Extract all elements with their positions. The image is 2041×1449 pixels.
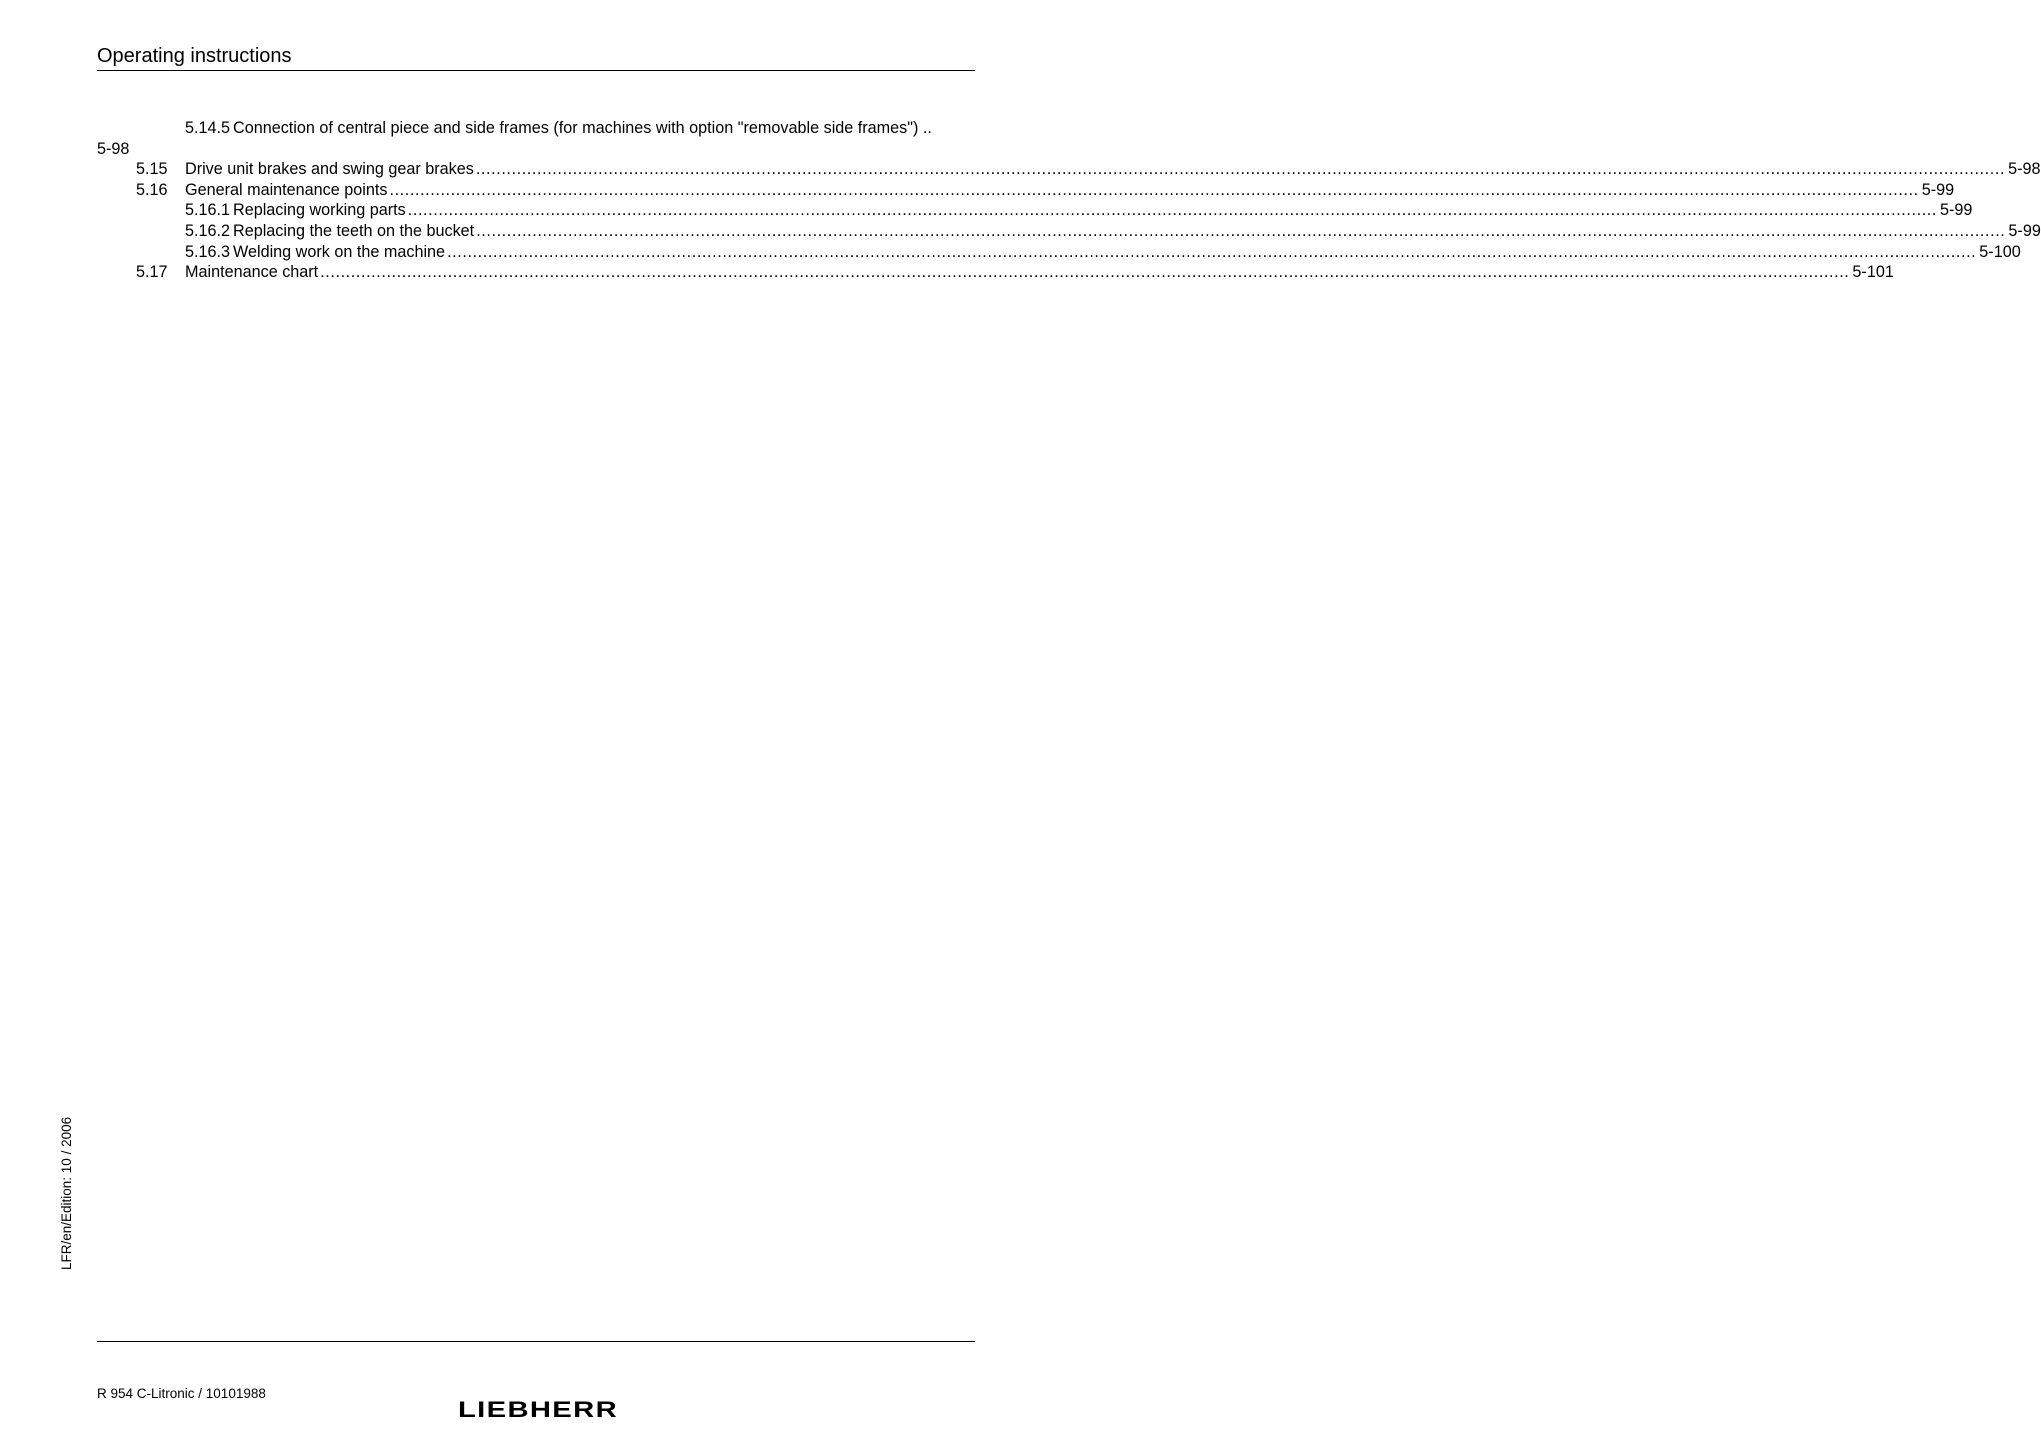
toc-entry-page: 5-98	[2008, 160, 2041, 179]
toc-entry-title: General maintenance points	[185, 180, 388, 199]
toc-entry-number: 5.15	[136, 160, 168, 179]
toc-entry-title: Drive unit brakes and swing gear brakes	[185, 160, 474, 179]
toc-entry-page: 5-99	[2008, 221, 2041, 240]
toc-entry[interactable]	[97, 200, 1973, 221]
liebherr-logo	[458, 1397, 618, 1422]
toc-entry-title: Replacing working parts	[233, 201, 406, 220]
toc-entry-title: Replacing the teeth on the bucket	[233, 221, 475, 240]
toc-entry-line	[233, 242, 2021, 263]
toc-leader-dots: ............................................................................................................................................................................................................................................................................................................	[447, 242, 1977, 261]
toc-leader-dots: ............................................................................................................................................................................................................................................................................................................	[320, 263, 1850, 282]
toc-entry-line	[233, 200, 1973, 221]
toc-entry[interactable]	[97, 118, 975, 139]
toc-entry[interactable]	[97, 180, 1955, 201]
toc-entry-page: 5-100	[1979, 242, 2021, 261]
toc-entry-line	[185, 159, 2041, 180]
toc-entry-page: 5-99	[1921, 180, 1955, 199]
toc-entry-number: 5.17	[136, 263, 168, 282]
toc-entry-line	[233, 118, 975, 139]
toc-entry-title: Welding work on the machine	[233, 242, 446, 261]
toc-entry-page: 5-98	[97, 139, 130, 158]
logo-wordmark: LIEBHERR	[458, 1397, 618, 1422]
toc-entry-page: 5-101	[1852, 263, 1894, 282]
table-of-contents	[97, 118, 2041, 283]
toc-entry-page: 5-99	[1940, 201, 1973, 220]
toc-entry-number: 5.14.5	[185, 119, 231, 137]
toc-entry-wrap	[97, 139, 975, 160]
edition-label: LFR/en/Edition: 10 / 2006	[59, 1116, 74, 1270]
toc-entry-title: Connection of central piece and side frames (for machines with option "removable side frames") ..	[233, 119, 932, 137]
page-title: Operating instructions	[97, 45, 292, 67]
toc-entry-number: 5.16.1	[185, 201, 231, 220]
toc-entry-number: 5.16	[136, 180, 168, 199]
toc-leader-dots: ............................................................................................................................................................................................................................................................................................................	[476, 221, 2006, 240]
toc-entry-line	[233, 221, 2041, 242]
toc-entry-line	[185, 262, 1894, 283]
toc-entry[interactable]	[97, 262, 1894, 283]
toc-entry-number: 5.16.3	[185, 242, 231, 261]
toc-entry[interactable]	[97, 242, 2021, 263]
toc-entry[interactable]	[97, 159, 2041, 180]
toc-entry-line	[185, 180, 1955, 201]
toc-entry-number: 5.16.2	[185, 221, 231, 240]
toc-entry[interactable]	[97, 221, 2041, 242]
toc-leader-dots: ............................................................................................................................................................................................................................................................................................................	[389, 180, 1919, 199]
footer-model: R 954 C-Litronic / 10101988	[97, 1386, 266, 1401]
toc-leader-dots: ............................................................................................................................................................................................................................................................................................................	[475, 160, 2006, 179]
toc-leader-dots: ............................................................................................................................................................................................................................................................................................................	[407, 201, 1937, 220]
header-divider	[97, 70, 975, 71]
toc-entry-title: Maintenance chart	[185, 263, 319, 282]
footer-divider	[97, 1341, 975, 1342]
